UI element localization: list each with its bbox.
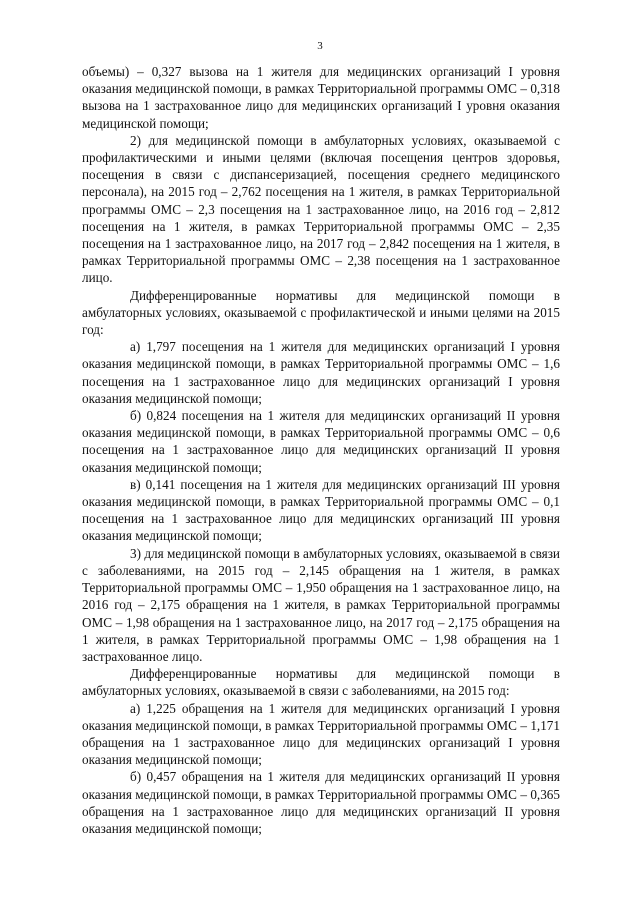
paragraph-5: б) 0,824 посещения на 1 жителя для медицинских организаций II уровня оказания медицинской помощи, в рамках Территориальной программы ОМС – 0,6 посещения на 1 застрахованное лицо для медицинских организаций II уровня оказания медицинской помощи; [82, 408, 560, 475]
paragraph-2: 2) для медицинской помощи в амбулаторных условиях, оказываемой с профилактическими и иными целями (включая посещения центров здоровья, посещения в связи с диспансеризацией, посещения среднего медицинского персонала), на 2015 год – 2,762 посещения на 1 жителя, в рамках Территориальной программы ОМС – 2,3 посещения на 1 застрахованное лицо, на 2016 год – 2,812 посещения на 1 жителя, в рамках Территориальной программы ОМС – 2,35 посещения на 1 застрахованное лицо, на 2017 год – 2,842 посещения на 1 жителя, в рамках Территориальной программы ОМС – 2,38 посещения на 1 застрахованное лицо. [82, 132, 560, 286]
paragraph-4: а) 1,797 посещения на 1 жителя для медицинских организаций I уровня оказания медицинской помощи, в рамках Территориальной программы ОМС – 1,6 посещения на 1 застрахованное лицо для медицинских организаций I уровня оказания медицинской помощи; [82, 339, 560, 406]
paragraph-10: б) 0,457 обращения на 1 жителя для медицинских организаций II уровня оказания медицинской помощи, в рамках Территориальной программы ОМС – 0,365 обращения на 1 застрахованное лицо для медицинских организаций II уровня оказания медицинской помощи; [82, 769, 560, 836]
paragraph-1: объемы) – 0,327 вызова на 1 жителя для медицинских организаций I уровня оказания медицинской помощи, в рамках Территориальной программы ОМС – 0,318 вызова на 1 застрахованное лицо для медицинских организаций I уровня оказания медицинской помощи; [82, 64, 560, 131]
paragraph-9: а) 1,225 обращения на 1 жителя для медицинских организаций I уровня оказания медицинской помощи, в рамках Территориальной программы ОМС – 1,171 обращения на 1 застрахованное лицо для медицинских организаций I уровня оказания медицинской помощи; [82, 700, 560, 768]
page-number: 3 [317, 40, 323, 52]
paragraph-7: 3) для медицинской помощи в амбулаторных условиях, оказываемой в связи с заболеваниями, на 2015 год – 2,145 обращения на 1 жителя, в рамках Территориальной программы ОМС – 1,950 обращения на 1 застрахованное лицо, на 2016 год – 2,175 обращения на 1 жителя, в рамках Территориальной программы ОМС – 1,98 обращения на 1 застрахованное лицо, на 2017 год – 2,175 обращения на 1 жителя, в рамках Территориальной программы ОМС – 1,98 обращения на 1 застрахованное лицо. [82, 545, 560, 664]
paragraph-6: в) 0,141 посещения на 1 жителя для медицинских организаций III уровня оказания медицинской помощи, в рамках Территориальной программы ОМС – 0,1 посещения на 1 застрахованное лицо для медицинских организаций III уровня оказания медицинской помощи; [82, 476, 560, 544]
paragraph-8: Дифференцированные нормативы для медицинской помощи в амбулаторных условиях, оказываемой в связи с заболеваниями, на 2015 год: [82, 666, 560, 699]
paragraph-3: Дифференцированные нормативы для медицинской помощи в амбулаторных условиях, оказываемой с профилактической и иными целями на 2015 год: [82, 287, 560, 338]
document-body [82, 63, 560, 837]
